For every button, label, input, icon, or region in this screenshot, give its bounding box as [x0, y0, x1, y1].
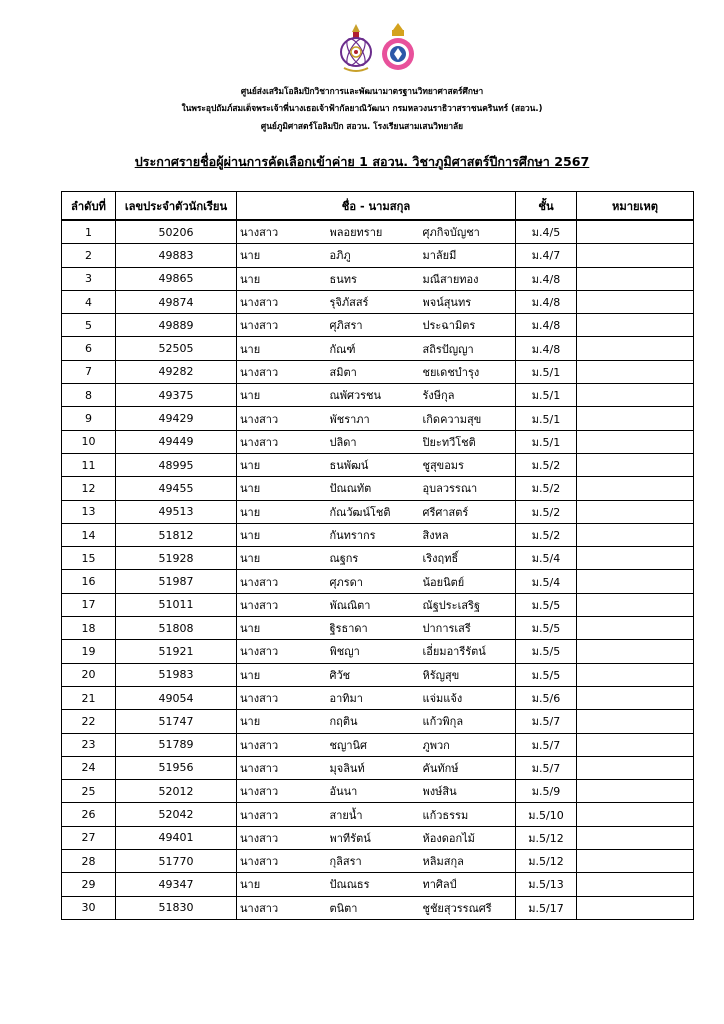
row-number: 30 — [62, 896, 116, 919]
note-cell — [577, 267, 694, 290]
last-name: เกิดความสุข — [423, 407, 516, 430]
last-name: เอี่ยมอารีรัตน์ — [423, 640, 516, 663]
first-name: อันนา — [330, 780, 423, 803]
first-name: ปลิดา — [330, 430, 423, 453]
student-id: 49513 — [116, 500, 237, 523]
last-name: แก้วพิกุล — [423, 710, 516, 733]
grade-level: ม.5/17 — [516, 896, 577, 919]
student-id: 52505 — [116, 337, 237, 360]
grade-level: ม.5/4 — [516, 570, 577, 593]
last-name: อุบลวรรณา — [423, 477, 516, 500]
student-id: 49449 — [116, 430, 237, 453]
first-name: ณฐกร — [330, 547, 423, 570]
column-header-name: ชื่อ - นามสกุล — [237, 192, 516, 221]
table-row — [62, 896, 694, 919]
name-prefix: นางสาว — [237, 290, 330, 313]
name-prefix: นางสาว — [237, 360, 330, 383]
grade-level: ม.5/13 — [516, 873, 577, 896]
last-name: ทาศิลป์ — [423, 873, 516, 896]
first-name: กัณวัฒน์โชติ — [330, 500, 423, 523]
last-name: แจ่มแจ้ง — [423, 686, 516, 709]
row-number: 17 — [62, 593, 116, 616]
row-number: 19 — [62, 640, 116, 663]
row-number: 12 — [62, 477, 116, 500]
last-name: หลิมสกุล — [423, 850, 516, 873]
student-id: 49375 — [116, 384, 237, 407]
student-id: 51812 — [116, 523, 237, 546]
last-name: น้อยนิตย์ — [423, 570, 516, 593]
note-cell — [577, 873, 694, 896]
note-cell — [577, 826, 694, 849]
table-row — [62, 314, 694, 337]
note-cell — [577, 500, 694, 523]
table-row — [62, 244, 694, 267]
last-name: ศรีศาสตร์ — [423, 500, 516, 523]
table-row — [62, 267, 694, 290]
table-row — [62, 360, 694, 383]
row-number: 23 — [62, 733, 116, 756]
student-id: 51808 — [116, 617, 237, 640]
first-name: พลอยทราย — [330, 220, 423, 244]
first-name: กุลิสรา — [330, 850, 423, 873]
column-header-note: หมายเหตุ — [577, 192, 694, 221]
grade-level: ม.4/5 — [516, 220, 577, 244]
note-cell — [577, 453, 694, 476]
student-id: 48995 — [116, 453, 237, 476]
name-prefix: นาย — [237, 523, 330, 546]
first-name: มุจลินท์ — [330, 756, 423, 779]
name-prefix: นางสาว — [237, 407, 330, 430]
note-cell — [577, 407, 694, 430]
student-id: 49889 — [116, 314, 237, 337]
table-row — [62, 477, 694, 500]
first-name: สายน้ำ — [330, 803, 423, 826]
note-cell — [577, 290, 694, 313]
grade-level: ม.5/5 — [516, 640, 577, 663]
grade-level: ม.5/7 — [516, 710, 577, 733]
grade-level: ม.5/5 — [516, 663, 577, 686]
first-name: กันทรากร — [330, 523, 423, 546]
last-name: สิงหล — [423, 523, 516, 546]
last-name: ศุภกิจบัญชา — [423, 220, 516, 244]
first-name: ปัณณธร — [330, 873, 423, 896]
student-id: 51983 — [116, 663, 237, 686]
row-number: 5 — [62, 314, 116, 337]
student-id: 49429 — [116, 407, 237, 430]
first-name: กฤติน — [330, 710, 423, 733]
note-cell — [577, 570, 694, 593]
first-name: อาทิมา — [330, 686, 423, 709]
row-number: 25 — [62, 780, 116, 803]
student-id: 49347 — [116, 873, 237, 896]
note-cell — [577, 337, 694, 360]
last-name: ภูพวก — [423, 733, 516, 756]
note-cell — [577, 780, 694, 803]
announcement-title: ประกาศรายชื่อผู้ผ่านการคัดเลือกเข้าค่าย 1 สอวน. วิชาภูมิศาสตร์ปีการศึกษา 2567 — [134, 154, 590, 169]
note-cell — [577, 850, 694, 873]
table-row — [62, 803, 694, 826]
student-id: 51770 — [116, 850, 237, 873]
first-name: ตนิตา — [330, 896, 423, 919]
last-name: แก้วธรรม — [423, 803, 516, 826]
grade-level: ม.5/4 — [516, 547, 577, 570]
note-cell — [577, 244, 694, 267]
row-number: 16 — [62, 570, 116, 593]
last-name: ชยเดชบำรุง — [423, 360, 516, 383]
note-cell — [577, 756, 694, 779]
name-prefix: นางสาว — [237, 640, 330, 663]
name-prefix: นางสาว — [237, 686, 330, 709]
note-cell — [577, 803, 694, 826]
school-emblem-logo — [380, 22, 416, 74]
first-name: อภิภู — [330, 244, 423, 267]
first-name: ฐิรธาดา — [330, 617, 423, 640]
grade-level: ม.5/12 — [516, 850, 577, 873]
table-row — [62, 733, 694, 756]
grade-level: ม.4/8 — [516, 337, 577, 360]
table-row — [62, 826, 694, 849]
header-org-line: ศูนย์ส่งเสริมโอลิมปิกวิชาการและพัฒนามาตรฐานวิทยาศาสตร์ศึกษา — [240, 86, 484, 96]
table-row — [62, 780, 694, 803]
table-row — [62, 686, 694, 709]
note-cell — [577, 430, 694, 453]
grade-level: ม.5/2 — [516, 477, 577, 500]
table-row — [62, 337, 694, 360]
student-id: 49865 — [116, 267, 237, 290]
last-name: เริงฤทธิ์ — [423, 547, 516, 570]
first-name: ศิวัช — [330, 663, 423, 686]
grade-level: ม.5/2 — [516, 500, 577, 523]
column-header-grade: ชั้น — [516, 192, 577, 221]
grade-level: ม.5/2 — [516, 453, 577, 476]
last-name: มาลัยมี — [423, 244, 516, 267]
name-prefix: นาย — [237, 500, 330, 523]
table-row — [62, 523, 694, 546]
name-prefix: นาย — [237, 244, 330, 267]
note-cell — [577, 220, 694, 244]
row-number: 4 — [62, 290, 116, 313]
last-name: หิรัญสุข — [423, 663, 516, 686]
student-id: 49883 — [116, 244, 237, 267]
first-name: สมิตา — [330, 360, 423, 383]
student-id: 52012 — [116, 780, 237, 803]
name-prefix: นางสาว — [237, 733, 330, 756]
name-prefix: นางสาว — [237, 593, 330, 616]
note-cell — [577, 733, 694, 756]
note-cell — [577, 617, 694, 640]
table-row — [62, 663, 694, 686]
name-prefix: นางสาว — [237, 826, 330, 849]
first-name: ธนทร — [330, 267, 423, 290]
grade-level: ม.5/1 — [516, 407, 577, 430]
grade-level: ม.5/6 — [516, 686, 577, 709]
name-prefix: นาย — [237, 617, 330, 640]
last-name: พจน์สุนทร — [423, 290, 516, 313]
row-number: 29 — [62, 873, 116, 896]
first-name: พัณณิตา — [330, 593, 423, 616]
name-prefix: นางสาว — [237, 803, 330, 826]
row-number: 28 — [62, 850, 116, 873]
row-number: 9 — [62, 407, 116, 430]
note-cell — [577, 523, 694, 546]
student-id: 52042 — [116, 803, 237, 826]
last-name: ปิยะทวีโชติ — [423, 430, 516, 453]
table-row — [62, 547, 694, 570]
header-patron-line: ในพระอุปถัมภ์สมเด็จพระเจ้าพี่นางเธอเจ้าฟ้ากัลยาณิวัฒนา กรมหลวงนราธิวาสราชนครินทร์ (สอวน.) — [181, 103, 543, 113]
name-prefix: นาย — [237, 873, 330, 896]
first-name: พิชญา — [330, 640, 423, 663]
name-prefix: นางสาว — [237, 314, 330, 337]
note-cell — [577, 477, 694, 500]
student-id: 49282 — [116, 360, 237, 383]
table-row — [62, 850, 694, 873]
name-prefix: นางสาว — [237, 570, 330, 593]
student-roster-table — [61, 191, 694, 920]
name-prefix: นาย — [237, 663, 330, 686]
student-id: 50206 — [116, 220, 237, 244]
logo-group — [0, 22, 724, 78]
row-number: 3 — [62, 267, 116, 290]
name-prefix: นาย — [237, 384, 330, 407]
grade-level: ม.5/10 — [516, 803, 577, 826]
name-prefix: นางสาว — [237, 896, 330, 919]
student-id: 49401 — [116, 826, 237, 849]
note-cell — [577, 593, 694, 616]
first-name: ปัณณทัต — [330, 477, 423, 500]
row-number: 6 — [62, 337, 116, 360]
posn-emblem-logo — [336, 22, 376, 74]
name-prefix: นาย — [237, 547, 330, 570]
name-prefix: นางสาว — [237, 756, 330, 779]
row-number: 13 — [62, 500, 116, 523]
first-name: ชญานิศ — [330, 733, 423, 756]
row-number: 27 — [62, 826, 116, 849]
table-row — [62, 220, 694, 244]
row-number: 7 — [62, 360, 116, 383]
note-cell — [577, 710, 694, 733]
column-header-no: ลำดับที่ — [62, 192, 116, 221]
table-row — [62, 384, 694, 407]
table-row — [62, 407, 694, 430]
grade-level: ม.5/12 — [516, 826, 577, 849]
last-name: พงษ์สิน — [423, 780, 516, 803]
grade-level: ม.4/7 — [516, 244, 577, 267]
note-cell — [577, 360, 694, 383]
name-prefix: นาย — [237, 267, 330, 290]
name-prefix: นาย — [237, 453, 330, 476]
first-name: รุจิภัสสร์ — [330, 290, 423, 313]
grade-level: ม.4/8 — [516, 267, 577, 290]
row-number: 2 — [62, 244, 116, 267]
note-cell — [577, 547, 694, 570]
name-prefix: นางสาว — [237, 780, 330, 803]
note-cell — [577, 663, 694, 686]
student-id: 51921 — [116, 640, 237, 663]
row-number: 10 — [62, 430, 116, 453]
student-id: 51011 — [116, 593, 237, 616]
name-prefix: นาย — [237, 710, 330, 733]
row-number: 26 — [62, 803, 116, 826]
student-id: 51789 — [116, 733, 237, 756]
row-number: 1 — [62, 220, 116, 244]
table-body — [62, 220, 694, 919]
table-row — [62, 640, 694, 663]
last-name: ปาการเสรี — [423, 617, 516, 640]
header-center-line: ศูนย์ภูมิศาสตร์โอลิมปิก สอวน. โรงเรียนสามเสนวิทยาลัย — [260, 121, 464, 131]
first-name: ศุภรดา — [330, 570, 423, 593]
name-prefix: นางสาว — [237, 850, 330, 873]
grade-level: ม.5/9 — [516, 780, 577, 803]
student-id: 51928 — [116, 547, 237, 570]
student-id: 49054 — [116, 686, 237, 709]
row-number: 8 — [62, 384, 116, 407]
table-row — [62, 453, 694, 476]
table-row — [62, 290, 694, 313]
student-id: 49874 — [116, 290, 237, 313]
name-prefix: นาย — [237, 477, 330, 500]
table-row — [62, 873, 694, 896]
row-number: 14 — [62, 523, 116, 546]
first-name: กัณฑ์ — [330, 337, 423, 360]
note-cell — [577, 384, 694, 407]
student-id: 51830 — [116, 896, 237, 919]
first-name: พาทีรัตน์ — [330, 826, 423, 849]
table-row — [62, 570, 694, 593]
first-name: ธนพัฒน์ — [330, 453, 423, 476]
note-cell — [577, 686, 694, 709]
column-header-student-id: เลขประจำตัวนักเรียน — [116, 192, 237, 221]
note-cell — [577, 896, 694, 919]
student-id: 51956 — [116, 756, 237, 779]
name-prefix: นางสาว — [237, 430, 330, 453]
student-id: 51987 — [116, 570, 237, 593]
table-row — [62, 617, 694, 640]
table-row — [62, 593, 694, 616]
student-id: 49455 — [116, 477, 237, 500]
note-cell — [577, 640, 694, 663]
last-name: ประฉามิตร — [423, 314, 516, 337]
last-name: ชูชัยสุวรรณศรี — [423, 896, 516, 919]
first-name: พัชราภา — [330, 407, 423, 430]
last-name: ณัฐประเสริฐ — [423, 593, 516, 616]
table-row — [62, 756, 694, 779]
last-name: สถิรปัญญา — [423, 337, 516, 360]
grade-level: ม.5/5 — [516, 593, 577, 616]
row-number: 21 — [62, 686, 116, 709]
note-cell — [577, 314, 694, 337]
row-number: 24 — [62, 756, 116, 779]
grade-level: ม.5/2 — [516, 523, 577, 546]
grade-level: ม.4/8 — [516, 314, 577, 337]
first-name: ณพัศวรชน — [330, 384, 423, 407]
table-row — [62, 430, 694, 453]
grade-level: ม.5/7 — [516, 756, 577, 779]
grade-level: ม.5/1 — [516, 430, 577, 453]
table-row — [62, 500, 694, 523]
first-name: ศุภิสรา — [330, 314, 423, 337]
table-header-row — [62, 192, 694, 221]
student-id: 51747 — [116, 710, 237, 733]
grade-level: ม.5/5 — [516, 617, 577, 640]
row-number: 20 — [62, 663, 116, 686]
table-row — [62, 710, 694, 733]
row-number: 18 — [62, 617, 116, 640]
last-name: รังษีกุล — [423, 384, 516, 407]
name-prefix: นางสาว — [237, 220, 330, 244]
grade-level: ม.5/7 — [516, 733, 577, 756]
last-name: ห้องดอกไม้ — [423, 826, 516, 849]
last-name: คันทักษ์ — [423, 756, 516, 779]
grade-level: ม.5/1 — [516, 384, 577, 407]
row-number: 11 — [62, 453, 116, 476]
name-prefix: นาย — [237, 337, 330, 360]
row-number: 15 — [62, 547, 116, 570]
grade-level: ม.4/8 — [516, 290, 577, 313]
grade-level: ม.5/1 — [516, 360, 577, 383]
last-name: มณีสายทอง — [423, 267, 516, 290]
last-name: ชูสุขอมร — [423, 453, 516, 476]
row-number: 22 — [62, 710, 116, 733]
